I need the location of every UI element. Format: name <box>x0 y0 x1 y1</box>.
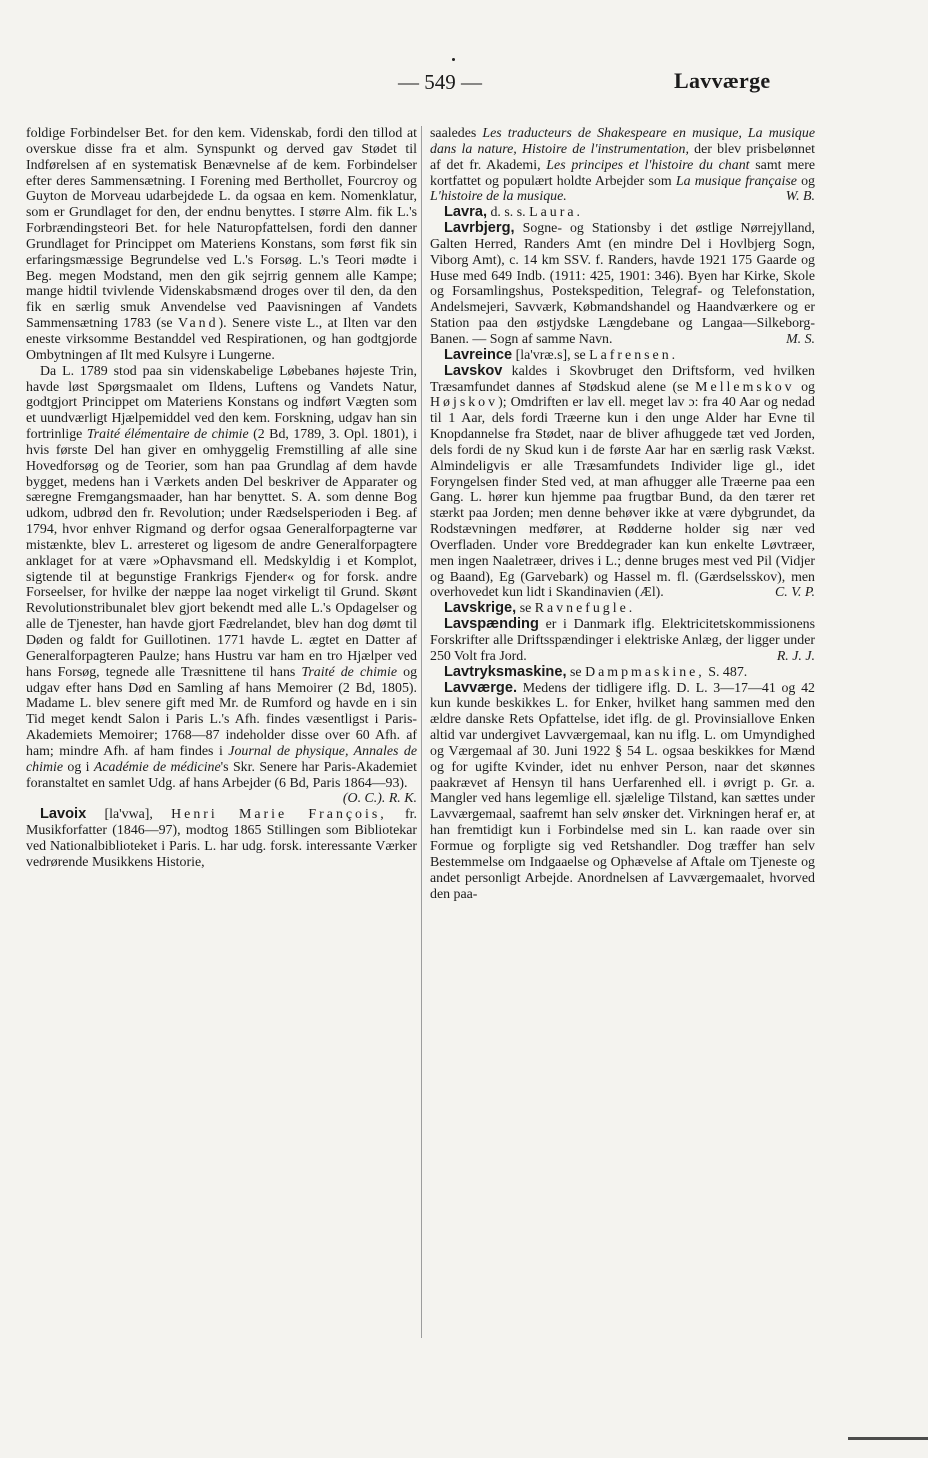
text: fr. Musikforfatter (1846—97), modtog 1865 Stillingen som Bibliotekar ved Nationalbiblioteket i Paris. L. har udg. forsk. interessante Værker vedrørende Musikkens Historie, <box>26 807 417 870</box>
headword: Lavoix <box>40 806 87 823</box>
text: se <box>519 601 532 617</box>
work-title: Les traducteurs de Shakespeare en musique, La musique dans la nature, Histoire de l'instrumentation, <box>430 126 815 157</box>
author-signature: R. J. J. <box>776 648 815 664</box>
entry-lavvaerge <box>430 681 815 903</box>
text: 's Skr. Senere har Paris-Akademiet foranstaltet en samlet Udg. af hans Arbejder (6 Bd, Paris 1864—93). <box>26 759 417 791</box>
work-title: Journal de physique, Annales de chimie <box>26 743 417 775</box>
work-title: Traité élémentaire de chimie <box>86 427 249 443</box>
cross-reference: Højskov <box>430 395 499 411</box>
entry-lavskov <box>430 364 815 602</box>
work-title: La musique française <box>675 173 797 189</box>
text: Da L. 1789 stod paa sin videnskabelige Løbebanes højeste Trin, havde løst Spørgsmaalet om Ildens, Luftens og Vandets Natur, godtgjort Princippet om Materiens Konstans og indført Vægten som et uundværligt Hjælpemiddel ved den kem. Forskning, udgav han sin fortrinlige <box>26 363 417 443</box>
entry-lavskrige <box>430 601 815 617</box>
pronunciation: [la'vræ.s], se <box>515 347 586 363</box>
entry-lavtryksmaskine <box>430 665 815 681</box>
work-title: Les principes et l'histoire du chant <box>546 157 750 173</box>
text: og <box>801 173 815 189</box>
scan-edge-mark <box>848 1437 928 1440</box>
entry-lavreince <box>430 348 815 364</box>
column-rule <box>421 126 422 1338</box>
page-header <box>0 70 928 104</box>
page-number: — 549 — <box>398 70 482 94</box>
right-column <box>430 126 815 902</box>
cross-reference: Mellemskov <box>695 379 795 395</box>
text: d. s. s. <box>490 205 526 221</box>
left-column <box>26 126 417 871</box>
cross-reference: Laura. <box>529 205 583 221</box>
headword: Lavreince <box>444 346 513 363</box>
entry-lavoix <box>26 807 417 870</box>
entry-lavra <box>430 205 815 221</box>
author-signature: M. S. <box>786 331 815 347</box>
headword: Lavrbjerg, <box>444 220 515 237</box>
author-signature: W. B. <box>785 189 815 205</box>
lavoisier-continuation <box>26 126 417 364</box>
headword: Lavspænding <box>444 616 539 633</box>
text: foldige Forbindelser Bet. for den kem. Videnskab, fordi den tillod at overskue disse fra et alm. Synspunkt og derved gav Stødet til Indførelsen af en systematisk Benævnelse af de kem. Forbindelser efter deres Sammensætning. I Forening med Berthollet, Fourcroy og Guyton de Morveau udarbejdede L. da ogsaa en kem. Nomenklatur, som er Grundlaget for den, der endnu benyttes. I større Alm. fik L.'s Forbrændingsteori Bet. for hele Naturopfattelsen, fordi den danner Grundlaget for Princippet om Materiens Konstans, som først fik sin erfaringsmæssige Begrundelse ved L.'s Forsøg. L.'s Teori mødte i Beg. megen Modstand, men den gik sejrrig gennem alle Kampe; mange hidtil tvivlende Videnskabsmænd droges over til den, da den fik en særlig smuk Anvendelse ved Paavisningen af Vandets Sammensætning 1783 (se <box>26 126 417 332</box>
person-name: Henri Marie François, <box>171 807 387 823</box>
author-signature: (O. C.). R. K. <box>342 791 417 807</box>
headword: Lavskov <box>444 362 503 379</box>
text: ). Senere viste L., at Ilten var den eneste virksomme Bestanddel ved Respirationen, og han godtgjorde Ombytningen af Ilt med Kulsyre i Lungerne. <box>26 316 417 363</box>
headword: Lavtryksmaskine, <box>444 663 567 680</box>
entry-lavspaending <box>430 617 815 665</box>
text: S. 487. <box>708 664 748 680</box>
text: og udgav efter hans Død en Samling af hans Memoirer (2 Bd, 1805). Madame L. blev senere gift med Mr. de Rumford og havde en i sin Tid meget kendt Salon i Paris L.'s Afh. findes væsentligst i Paris-Akademiets Memoirer; 1768—87 indeholder disse over 60 Afh. af ham; mindre Afh. af ham findes i <box>26 664 418 759</box>
running-head: Lavværge <box>674 68 771 93</box>
pronunciation: [la'vwa], <box>104 807 153 823</box>
cross-reference: Lafrensen. <box>589 347 679 363</box>
cross-reference: Vand <box>177 316 219 332</box>
text: samt mere kortfattet og populært holdte Arbejder som <box>430 157 815 189</box>
headword: Lavskrige, <box>444 600 517 617</box>
work-title: Traité de chimie <box>301 664 397 680</box>
author-signature: C. V. P. <box>774 585 815 601</box>
text: Medens der tidligere iflg. D. L. 3—17—41 og 42 kun kunde beskikkes L. for Enker, hvilket hang sammen med den ældre danske Rets Opfattelse, idet iflg. de gl. Provinsiallove Enken altid var undergivet Lavværgemaal, kan nu iflg. L. om Umyndighed og Værgemaal af 30. Juni 1922 § 54 L. ogsaa beskikkes for Mænd og for ugifte Kvinder, idet nu enhver Person, naar det skønnes paakrævet af Hensyn til hans Uerfarenhed ell. i øvrigt p. Gr. a. Mangler ved hans legemlige ell. sjælelige Tilstand, kan sættes under Lavværgemaal, saafremt han selv ønsker det. Virkningen heraf er, at han fremtidigt kun i Forbindelse med sin L. kan raade over sin Formue og forpligte sig ved Retshandler. Dog træffer han selv Bestemmelse om Indgaaelse og Ophævelse af Aftale om Tjeneste og andet personligt Arbejde. Anordnelsen af Lavværgemaalet, hvorved den paa- <box>430 680 815 902</box>
headword: Lavværge. <box>444 679 518 696</box>
text: se <box>570 664 582 680</box>
lavoix-continuation <box>430 126 815 205</box>
entry-lavrbjerg <box>430 221 815 348</box>
text: og <box>801 379 815 395</box>
text: der blev prisbelønnet af det fr. Akademi, <box>430 141 815 173</box>
headword: Lavra, <box>444 204 487 221</box>
text: og i <box>67 759 90 775</box>
cross-reference: Dampmaskine, <box>585 664 705 680</box>
cross-reference: Ravnefugle. <box>534 601 636 617</box>
text: Sogne- og Stationsby i det østlige Nørrejylland, Galten Herred, Randers Amt (en mindre Del i Hovlbjerg Sogn, Viborg Amt), c. 14 km SSV. f. Randers, havde 1921 175 Gaarde og Huse med 649 Indb. (1911: 425, 1901: 346). Byen har Kirke, Skole og Forsamlingshus, Postekspedition, Telegraf- og Telefonstation, Andelsmejeri, Savværk, Købmandshandel og Haandværkere og er Station paa den østjydske Længdebane og Langaa—Silkeborg-Banen. — Sogn af samme Navn. <box>430 221 815 347</box>
lavoisier-paragraph-2 <box>26 364 417 808</box>
text: ); Omdriften er lav ell. meget lav ɔ: fra 40 Aar og nedad til 1 Aar, dels fordi Træerne kun i den unge Alder har Evne til Knopdannelse fra Stødet, naar de bliver afhuggede tæt ved Jorden, dels fordi de ny Skud kun i de første Aar har en særlig rask Vækst. Almindeligvis er alle Træsamfundets Individer lige gl., idet Foryngelsen finder Sted ved, at man afhugger alle Træerne paa een Gang. L. hører kun hjemme paa frugtbar Bund, da den tærer ret stærkt paa Jorden; men denne behøver ikke at være dybgrundet, da Rodstævningen medfører, at Rødderne holder sig nær ved Overfladen. Under vore Breddegrader kan kun enkelte Løvtræer, men ingen Naaletræer, drives i L.; denne bruges mest ved Pil (Vidjer og Baand), Eg (Garvebark) og Hassel m. fl. (Gærdselsskov), men overhovedet kun lidt i Skandinavien (Æl). <box>430 395 815 601</box>
text: er i Danmark iflg. Elektricitetskommissionens Forskrifter alle Driftsspændinger i elektriske Anlæg, der ligger under 250 Volt fra Jord. <box>430 617 815 664</box>
text: (2 Bd, 1789, 3. Opl. 1801), i hvis første Del han giver en omhyggelig Fremstilling af alle sine Hovedforsøg og de Teorier, som han paa Grundlag af dem havde bygget, medens han i Værkets anden Del beskriver de Apparater og særegne Fremgangsmaader, han har benyttet. S. A. som denne Bog udkom, udbrød den fr. Revolution; under Rædselsperioden i Beg. af 1794, hvor enhver Rigmand og derfor ogsaa Generalforpagterne var mistænkte, blev L. arresteret og ligesom de andre Generalforpagtere anklaget for at være »Ophavsmand ell. Medskyldig i et Komplot, sigtende til at begunstige Frankrigs Fjender« og for forsk. andre Forseelser, for hvilke der næppe laa noget virkeligt til Grund. Skønt Revolutionstribunalet blev gjort bekendt med alle L.'s Opdagelser og alle de Tjenester, han havde gjort Fædrelandet, blev han dog dømt til Døden og faldt for Guillotinen. 1771 havde L. ægtet en Datter af Generalforpagteren Paulze; hans Hustru var ham en tro Hjælper ved hans Forsøg, tegnede alle Træsnittene til hans <box>26 427 417 680</box>
text: saaledes <box>430 126 477 141</box>
print-speck <box>452 58 455 61</box>
text: kaldes i Skovbruget den Driftsform, ved hvilken Træsamfundet dannes af Stødskud alene (se <box>430 363 815 395</box>
work-title: Académie de médicine <box>93 759 221 775</box>
work-title: L'histoire de la musique. <box>430 189 567 205</box>
